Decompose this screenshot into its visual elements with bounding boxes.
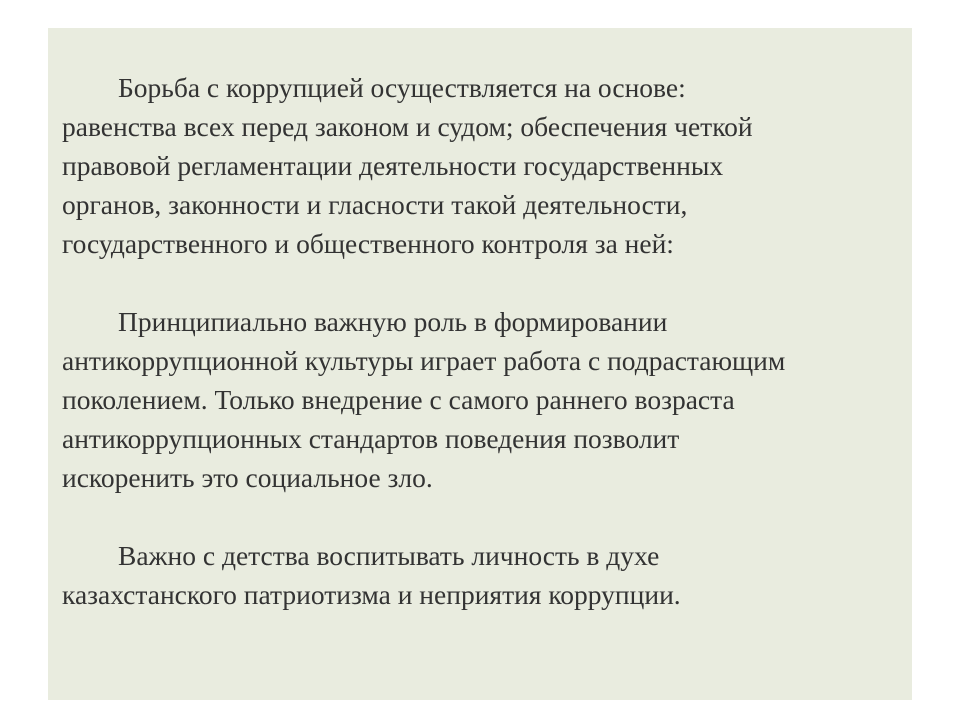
text-line: органов, законности и гласности такой деятельности, (62, 189, 688, 220)
text-line: правовой регламентации деятельности государственных (62, 150, 724, 181)
text-line: казахстанского патриотизма и неприятия коррупции. (62, 579, 681, 610)
paragraph-principles (62, 68, 898, 263)
text-line: поколением. Только внедрение с самого раннего возраста (62, 384, 735, 415)
paragraph-youth-culture (62, 302, 898, 497)
text-line: Принципиально важную роль в формировании (118, 306, 668, 337)
text-line: Важно с детства воспитывать личность в духе (118, 540, 660, 571)
text-line: антикоррупционных стандартов поведения позволит (62, 423, 680, 454)
text-line: Борьба с коррупцией осуществляется на основе: (118, 72, 686, 103)
text-line: государственного и общественного контроля за ней: (62, 228, 674, 259)
text-line: искоренить это социальное зло. (62, 462, 433, 493)
text-line: антикоррупционной культуры играет работа с подрастающим (62, 345, 786, 376)
text-line: равенства всех перед законом и судом; обеспечения четкой (62, 111, 753, 142)
slide-content (48, 28, 912, 700)
paragraph-patriotism (62, 536, 898, 614)
